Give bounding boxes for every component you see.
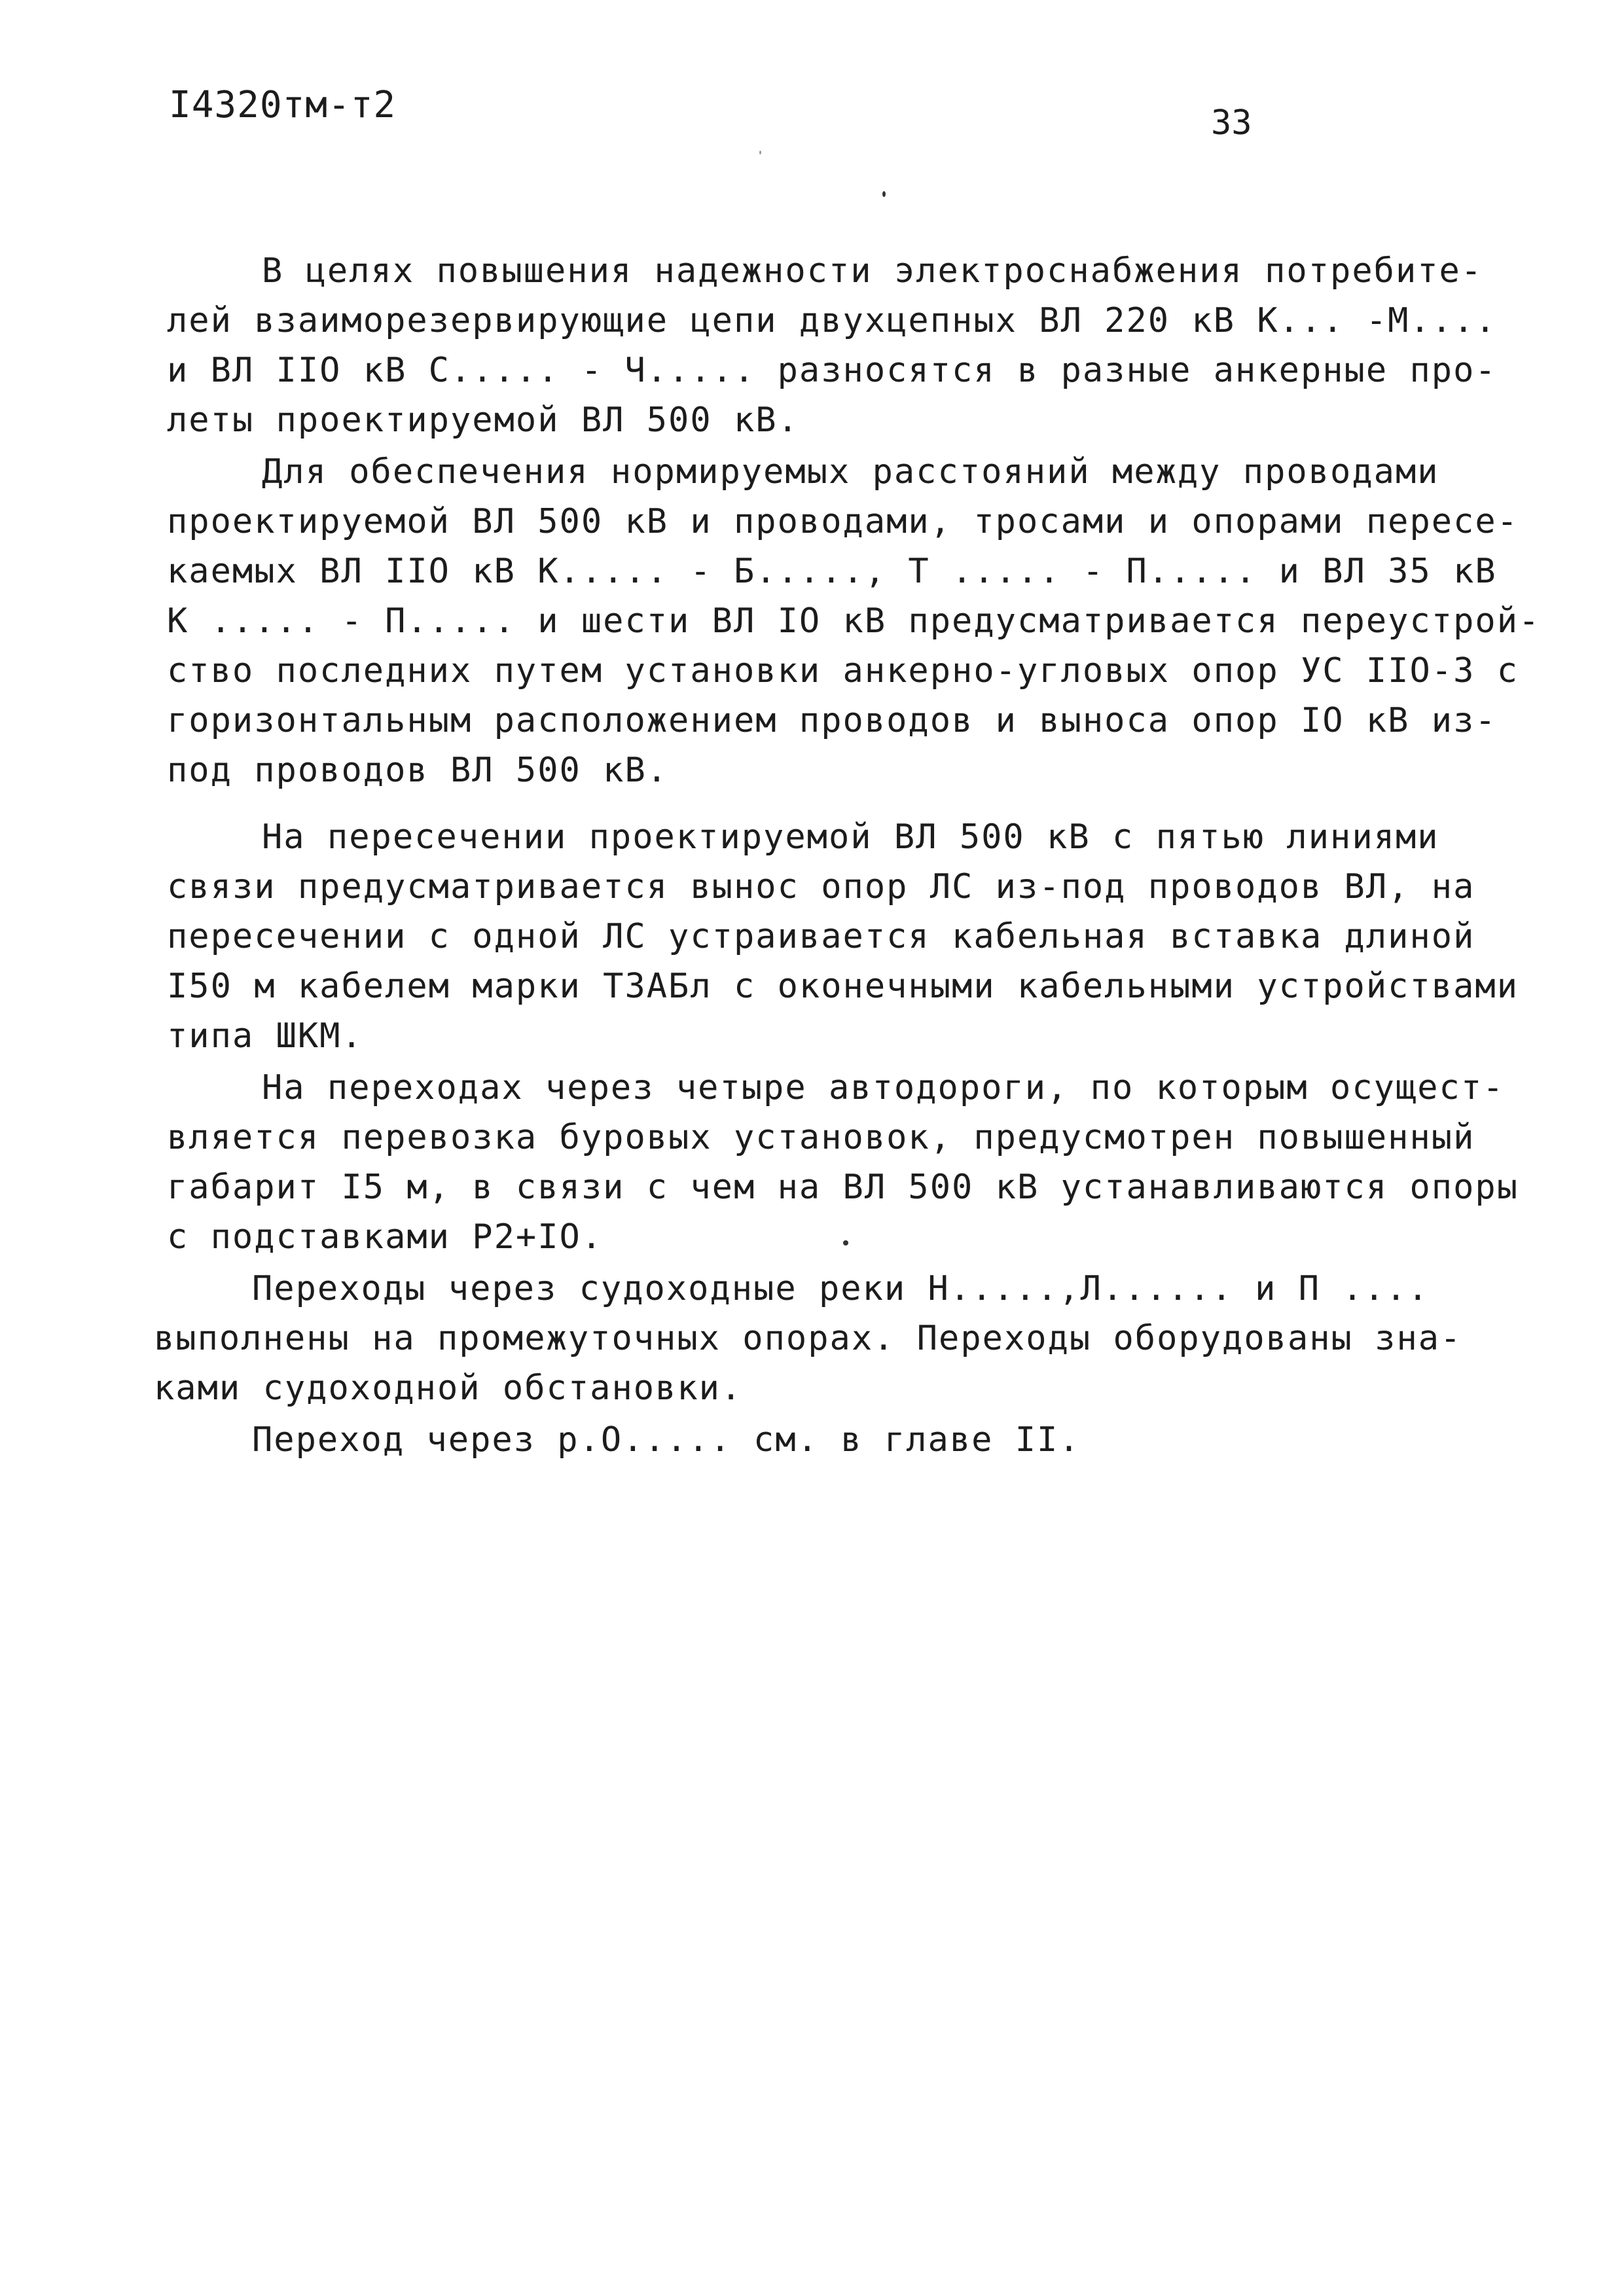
text-line: вляется перевозка буровых установок, предусмотрен повышенный (167, 1118, 1475, 1157)
text-line: с подставками Р2+IО. (167, 1217, 604, 1257)
text-line: под проводов ВЛ 500 кВ. (167, 751, 669, 790)
scan-speck (882, 191, 886, 197)
text-line: К ..... - П..... и шести ВЛ IО кВ предусматривается переустрой- (167, 601, 1541, 641)
text-line: В целях повышения надежности электроснабжения потребите- (262, 251, 1483, 291)
text-line: пересечении с одной ЛС устраивается кабельная вставка длиной (167, 917, 1475, 956)
text-line: горизонтальным расположением проводов и выноса опор IО кВ из- (167, 701, 1497, 740)
page-number: 33 (1211, 103, 1252, 143)
text-line: Переход через р.О..... см. в главе II. (252, 1420, 1081, 1460)
text-line: связи предусматривается вынос опор ЛС из-под проводов ВЛ, на (167, 867, 1475, 906)
text-line: леты проектируемой ВЛ 500 кВ. (167, 401, 799, 440)
document-code: I4320тм-т2 (169, 84, 397, 126)
text-line: На пересечении проектируемой ВЛ 500 кВ с пятью линиями (262, 817, 1439, 857)
text-line: габарит I5 м, в связи с чем на ВЛ 500 кВ устанавливаются опоры (167, 1168, 1519, 1207)
text-line: На переходах через четыре автодороги, по которым осущест- (262, 1068, 1505, 1107)
text-line: Для обеспечения нормируемых расстояний между проводами (262, 452, 1439, 492)
text-line: ками судоходной обстановки. (154, 1369, 743, 1408)
text-line: Переходы через судоходные реки Н.....,Л...... и П .... (252, 1269, 1430, 1308)
scan-speck (759, 151, 761, 154)
text-line: типа ШКМ. (167, 1016, 363, 1056)
text-line: I50 м кабелем марки ТЗАБл с оконечными кабельными устройствами (167, 967, 1519, 1006)
scan-speck (843, 1240, 848, 1246)
text-line: каемых ВЛ IIО кВ К..... - Б....., Т ..... - П..... и ВЛ 35 кВ (167, 552, 1497, 591)
text-line: выполнены на промежуточных опорах. Переходы оборудованы зна- (154, 1319, 1462, 1358)
text-line: ство последних путем установки анкерно-угловых опор УС IIО-3 с (167, 651, 1519, 691)
text-line: и ВЛ IIО кВ С..... - Ч..... разносятся в разные анкерные про- (167, 351, 1497, 390)
text-line: лей взаиморезервирующие цепи двухцепных ВЛ 220 кВ К... -М.... (167, 301, 1497, 340)
text-line: проектируемой ВЛ 500 кВ и проводами, тросами и опорами пересе- (167, 502, 1519, 541)
